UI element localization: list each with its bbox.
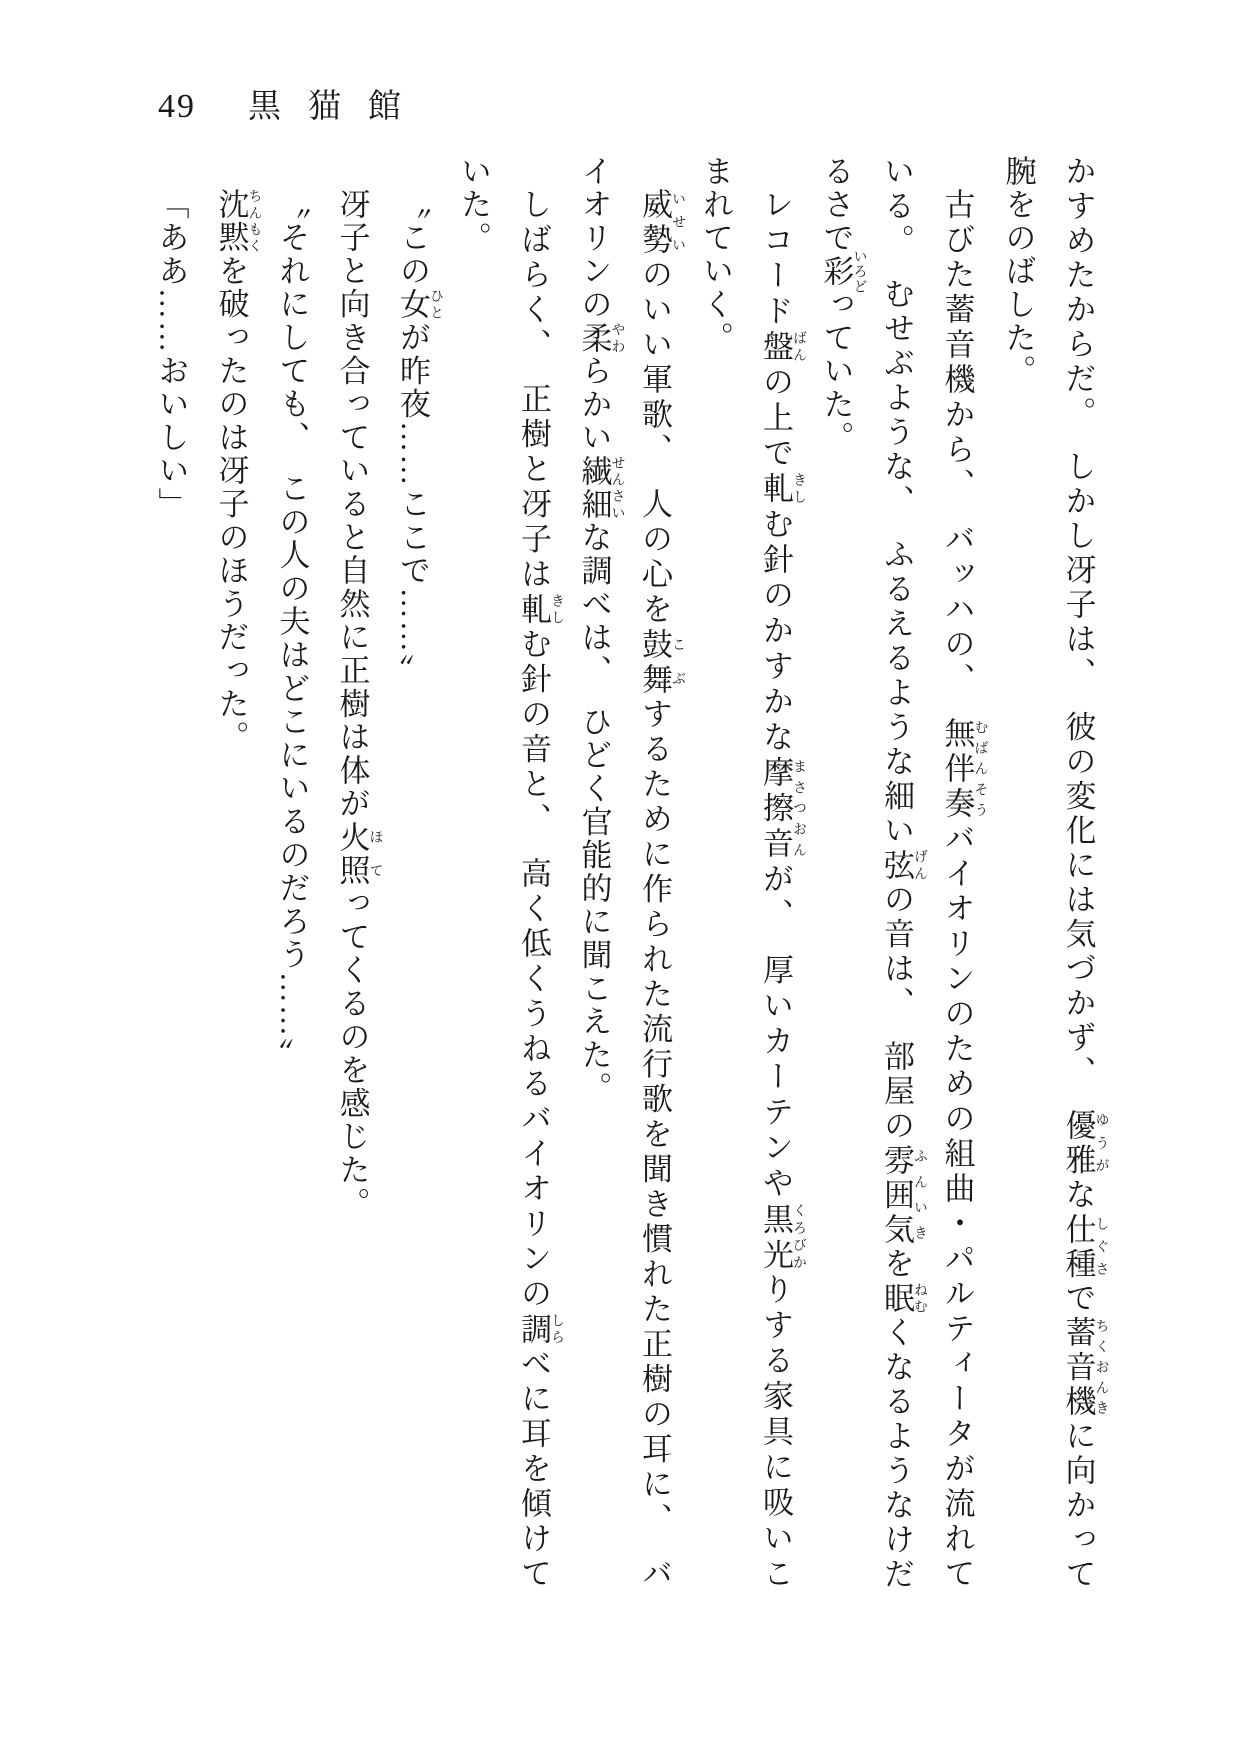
book-title: 黒猫館 [248, 89, 428, 125]
ruby-base: 眠ねむ [879, 1281, 927, 1317]
page-number: 49 [158, 88, 196, 125]
furigana: やわ [609, 321, 625, 355]
ruby-base: 軋きし [758, 472, 806, 508]
ruby-base: 仕種しぐさ [1060, 1212, 1109, 1282]
furigana: ちくおんき [1093, 1316, 1109, 1419]
furigana: ひと [428, 288, 443, 322]
furigana: こぶ [670, 627, 685, 697]
ruby-base: 鼓舞こぶ [637, 627, 685, 698]
text-column-9: イオリンの柔やわらかい繊細せんさいな調べは、 ひどく官能的に聞こえた。 [576, 155, 625, 1106]
ruby-base: 繊細せんさい [576, 454, 625, 522]
ruby-base: 軋きし [516, 592, 564, 628]
ruby-base: 盤ばん [758, 330, 806, 366]
ruby-base: 彩いろど [818, 249, 867, 295]
furigana: ゆうが [1093, 1109, 1109, 1177]
ruby-base: 威勢いせい [637, 188, 685, 259]
text-column-16: 「ああ……おいしい」 [153, 188, 189, 522]
text-column-4: いる。 むせぶような、 ふるえるような細い弦げんの音は、 部屋の雰囲気ふんいきを眠ねむくなるようなけだ [879, 155, 927, 1591]
text-column-11: いた。 [456, 155, 491, 255]
ruby-base: 弦げん [879, 848, 927, 884]
furigana: いろど [851, 249, 867, 295]
text-column-14: 〝それにしても、 この人の夫はどこにいるのだろう……〟 [274, 188, 310, 1072]
furigana: きし [791, 472, 806, 506]
text-column-2: 腕をのばした。 [1000, 155, 1036, 389]
furigana: まさつおん [791, 756, 806, 861]
furigana: むばんそう [972, 717, 988, 821]
text-column-10: しばらく、 正樹と冴子は軋きしむ針の音と、 高く低くうねるバイオリンの調しらべに耳を傾けて [516, 188, 564, 1591]
furigana: しら [549, 1312, 564, 1346]
furigana: しぐさ [1093, 1212, 1109, 1281]
ruby-base: 火照ほて [334, 821, 383, 888]
furigana: ふんいき [912, 1143, 927, 1246]
ruby-base: 無伴奏むばんそう [939, 717, 988, 823]
furigana: ばん [791, 330, 806, 364]
ruby-base: 沈黙ちんもく [213, 188, 262, 255]
text-column-13: 冴子と向き合っていると自然に正樹は体が火照ほてってくるのを感じた。 [334, 188, 383, 1221]
text-column-12: 〝この女ひとが昨夜……ここで……〟 [395, 188, 443, 688]
ruby-base: 雰囲気ふんいき [879, 1143, 927, 1248]
furigana: ほて [367, 821, 383, 888]
text-column-8: 威勢いせいのいい軍歌、 人の心を鼓舞こぶするために作られた流行歌を聞き慣れた正樹の耳に、 バ [637, 188, 685, 1591]
text-column-5: るさで彩いろどっていた。 [818, 155, 867, 455]
ruby-base: 優雅ゆうが [1060, 1109, 1109, 1179]
ruby-base: 摩擦音まさつおん [758, 756, 806, 863]
text-column-1: かすめたからだ。 しかし冴子は、 彼の変化には気づかず、 優雅ゆうがな仕種しぐさで蓄音機ちくおんきに向かって [1060, 155, 1109, 1592]
furigana: げん [912, 848, 927, 882]
furigana: せんさい [609, 454, 625, 522]
text-column-3: 古びた蓄音機から、 バッハの、 無伴奏むばんそうバイオリンのための組曲・パルティータが流れて [939, 188, 988, 1591]
furigana: ねむ [912, 1281, 927, 1315]
ruby-base: 蓄音機ちくおんき [1060, 1316, 1109, 1420]
furigana: ちんもく [246, 188, 262, 255]
furigana: くろびか [791, 1202, 806, 1272]
text-column-6: レコード盤ばんの上で軋きしむ針のかすかな摩擦音まさつおんが、 厚いカーテンや黒光くろびかりする家具に吸いこ [758, 188, 806, 1591]
text-column-7: まれていく。 [698, 155, 733, 355]
ruby-base: 柔やわ [576, 321, 625, 355]
ruby-base: 調しら [516, 1312, 564, 1348]
ruby-base: 女ひと [395, 288, 443, 322]
running-head [158, 80, 428, 127]
furigana: いせい [670, 188, 685, 257]
furigana: きし [549, 592, 564, 627]
ruby-base: 黒光くろびか [758, 1202, 806, 1274]
text-column-15: 沈黙ちんもくを破ったのは冴子のほうだった。 [213, 188, 262, 755]
text-block [140, 155, 1108, 1591]
